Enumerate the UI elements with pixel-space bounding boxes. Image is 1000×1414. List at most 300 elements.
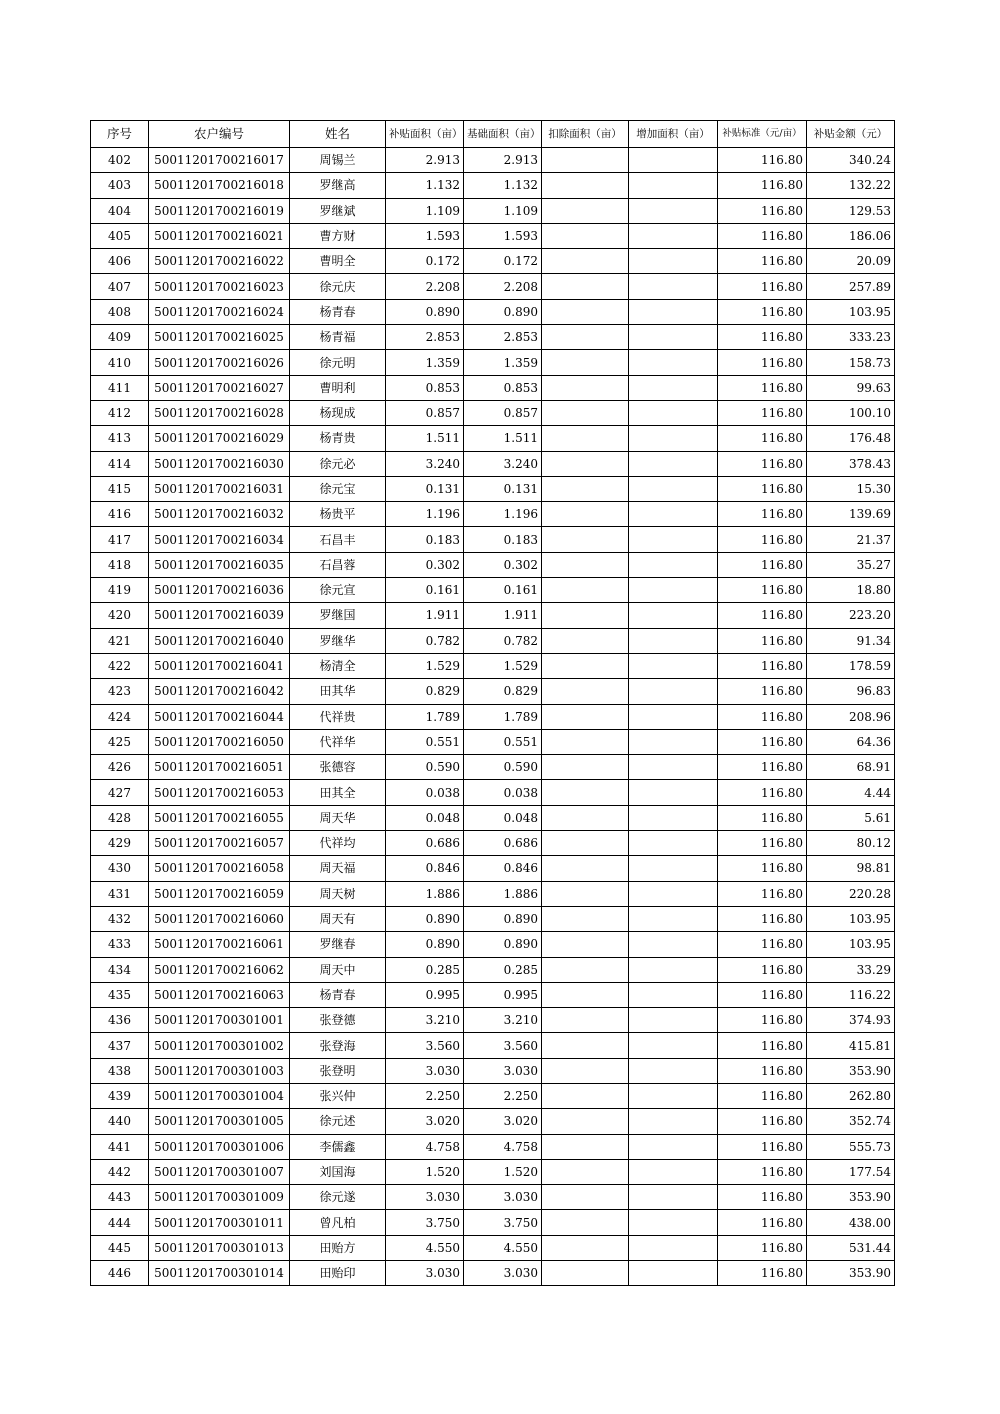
cell-subsidy-area: 0.782 — [386, 628, 464, 653]
cell-index: 426 — [91, 755, 149, 780]
cell-subsidy-area: 1.789 — [386, 704, 464, 729]
cell-deducted-area — [542, 679, 629, 704]
cell-base-area: 0.846 — [464, 856, 542, 881]
header-subsidy-area: 补贴面积（亩） — [386, 121, 464, 148]
cell-name: 周天树 — [290, 881, 386, 906]
cell-added-area — [629, 400, 718, 425]
cell-subsidy-amount: 103.95 — [807, 906, 895, 931]
table-row — [91, 148, 895, 173]
cell-household-id: 50011201700216041 — [149, 653, 290, 678]
cell-added-area — [629, 198, 718, 223]
cell-base-area: 3.030 — [464, 1261, 542, 1286]
cell-subsidy-amount: 220.28 — [807, 881, 895, 906]
cell-base-area: 3.210 — [464, 1008, 542, 1033]
cell-subsidy-rate: 116.80 — [718, 198, 807, 223]
cell-name: 田其全 — [290, 780, 386, 805]
cell-name: 张登海 — [290, 1033, 386, 1058]
cell-subsidy-amount: 35.27 — [807, 552, 895, 577]
cell-base-area: 1.132 — [464, 173, 542, 198]
cell-household-id: 50011201700216029 — [149, 426, 290, 451]
cell-added-area — [629, 1210, 718, 1235]
cell-added-area — [629, 426, 718, 451]
cell-index: 404 — [91, 198, 149, 223]
cell-added-area — [629, 325, 718, 350]
cell-added-area — [629, 831, 718, 856]
cell-household-id: 50011201700216058 — [149, 856, 290, 881]
cell-deducted-area — [542, 173, 629, 198]
cell-household-id: 50011201700301005 — [149, 1109, 290, 1134]
cell-subsidy-rate: 116.80 — [718, 1210, 807, 1235]
cell-household-id: 50011201700216053 — [149, 780, 290, 805]
table-row — [91, 426, 895, 451]
cell-index: 434 — [91, 957, 149, 982]
cell-base-area: 1.911 — [464, 603, 542, 628]
cell-added-area — [629, 729, 718, 754]
cell-added-area — [629, 1109, 718, 1134]
cell-base-area: 0.285 — [464, 957, 542, 982]
cell-subsidy-amount: 99.63 — [807, 375, 895, 400]
cell-subsidy-rate: 116.80 — [718, 982, 807, 1007]
cell-base-area: 2.913 — [464, 148, 542, 173]
cell-household-id: 50011201700216050 — [149, 729, 290, 754]
cell-index: 437 — [91, 1033, 149, 1058]
table-row — [91, 729, 895, 754]
cell-subsidy-rate: 116.80 — [718, 906, 807, 931]
table-row — [91, 982, 895, 1007]
table-row — [91, 603, 895, 628]
cell-name: 徐元遂 — [290, 1185, 386, 1210]
cell-subsidy-area: 1.109 — [386, 198, 464, 223]
cell-subsidy-rate: 116.80 — [718, 451, 807, 476]
cell-deducted-area — [542, 1159, 629, 1184]
cell-household-id: 50011201700216063 — [149, 982, 290, 1007]
cell-household-id: 50011201700216027 — [149, 375, 290, 400]
cell-base-area: 0.302 — [464, 552, 542, 577]
cell-household-id: 50011201700301007 — [149, 1159, 290, 1184]
cell-subsidy-area: 1.196 — [386, 502, 464, 527]
cell-deducted-area — [542, 1058, 629, 1083]
cell-deducted-area — [542, 1261, 629, 1286]
cell-household-id: 50011201700216021 — [149, 223, 290, 248]
cell-index: 403 — [91, 173, 149, 198]
cell-subsidy-area: 1.886 — [386, 881, 464, 906]
cell-added-area — [629, 679, 718, 704]
cell-subsidy-area: 0.285 — [386, 957, 464, 982]
cell-added-area — [629, 805, 718, 830]
cell-base-area: 3.750 — [464, 1210, 542, 1235]
cell-index: 431 — [91, 881, 149, 906]
cell-subsidy-amount: 96.83 — [807, 679, 895, 704]
cell-subsidy-area: 0.995 — [386, 982, 464, 1007]
cell-base-area: 3.030 — [464, 1058, 542, 1083]
cell-added-area — [629, 223, 718, 248]
cell-subsidy-area: 0.551 — [386, 729, 464, 754]
cell-household-id: 50011201700216051 — [149, 755, 290, 780]
cell-household-id: 50011201700216060 — [149, 906, 290, 931]
cell-added-area — [629, 350, 718, 375]
cell-subsidy-rate: 116.80 — [718, 552, 807, 577]
cell-name: 杨青福 — [290, 325, 386, 350]
cell-index: 416 — [91, 502, 149, 527]
cell-index: 446 — [91, 1261, 149, 1286]
cell-base-area: 2.250 — [464, 1083, 542, 1108]
cell-added-area — [629, 856, 718, 881]
cell-index: 419 — [91, 578, 149, 603]
cell-subsidy-rate: 116.80 — [718, 1109, 807, 1134]
cell-deducted-area — [542, 805, 629, 830]
cell-subsidy-area: 4.550 — [386, 1235, 464, 1260]
cell-index: 440 — [91, 1109, 149, 1134]
cell-subsidy-rate: 116.80 — [718, 628, 807, 653]
cell-subsidy-rate: 116.80 — [718, 527, 807, 552]
cell-deducted-area — [542, 704, 629, 729]
cell-base-area: 0.551 — [464, 729, 542, 754]
cell-deducted-area — [542, 1008, 629, 1033]
cell-subsidy-area: 3.560 — [386, 1033, 464, 1058]
cell-name: 刘国海 — [290, 1159, 386, 1184]
cell-added-area — [629, 476, 718, 501]
cell-base-area: 1.886 — [464, 881, 542, 906]
cell-household-id: 50011201700216025 — [149, 325, 290, 350]
cell-index: 436 — [91, 1008, 149, 1033]
cell-subsidy-rate: 116.80 — [718, 502, 807, 527]
cell-subsidy-amount: 378.43 — [807, 451, 895, 476]
cell-index: 435 — [91, 982, 149, 1007]
cell-added-area — [629, 1134, 718, 1159]
cell-subsidy-area: 0.131 — [386, 476, 464, 501]
header-index: 序号 — [91, 121, 149, 148]
table-row — [91, 1159, 895, 1184]
cell-household-id: 50011201700216042 — [149, 679, 290, 704]
cell-index: 443 — [91, 1185, 149, 1210]
cell-household-id: 50011201700216028 — [149, 400, 290, 425]
cell-subsidy-amount: 208.96 — [807, 704, 895, 729]
cell-subsidy-rate: 116.80 — [718, 856, 807, 881]
cell-subsidy-area: 3.210 — [386, 1008, 464, 1033]
cell-subsidy-amount: 531.44 — [807, 1235, 895, 1260]
table-row — [91, 476, 895, 501]
cell-added-area — [629, 881, 718, 906]
cell-name: 罗继斌 — [290, 198, 386, 223]
cell-added-area — [629, 755, 718, 780]
table-row — [91, 932, 895, 957]
cell-index: 445 — [91, 1235, 149, 1260]
cell-base-area: 1.529 — [464, 653, 542, 678]
cell-base-area: 1.593 — [464, 223, 542, 248]
cell-name: 徐元宣 — [290, 578, 386, 603]
cell-subsidy-area: 2.913 — [386, 148, 464, 173]
cell-deducted-area — [542, 400, 629, 425]
cell-name: 田其华 — [290, 679, 386, 704]
table-row — [91, 1210, 895, 1235]
cell-name: 徐元宝 — [290, 476, 386, 501]
cell-household-id: 50011201700301011 — [149, 1210, 290, 1235]
cell-added-area — [629, 502, 718, 527]
cell-deducted-area — [542, 982, 629, 1007]
cell-subsidy-amount: 415.81 — [807, 1033, 895, 1058]
cell-subsidy-area: 3.030 — [386, 1261, 464, 1286]
header-row — [91, 121, 895, 148]
cell-subsidy-rate: 116.80 — [718, 1058, 807, 1083]
cell-added-area — [629, 578, 718, 603]
cell-subsidy-amount: 158.73 — [807, 350, 895, 375]
cell-subsidy-amount: 5.61 — [807, 805, 895, 830]
cell-name: 徐元述 — [290, 1109, 386, 1134]
cell-base-area: 1.520 — [464, 1159, 542, 1184]
cell-household-id: 50011201700216044 — [149, 704, 290, 729]
cell-base-area: 0.048 — [464, 805, 542, 830]
cell-subsidy-rate: 116.80 — [718, 653, 807, 678]
cell-deducted-area — [542, 552, 629, 577]
cell-subsidy-amount: 21.37 — [807, 527, 895, 552]
table-row — [91, 451, 895, 476]
cell-index: 417 — [91, 527, 149, 552]
cell-base-area: 0.890 — [464, 932, 542, 957]
cell-household-id: 50011201700301003 — [149, 1058, 290, 1083]
cell-subsidy-amount: 132.22 — [807, 173, 895, 198]
cell-subsidy-rate: 116.80 — [718, 603, 807, 628]
cell-subsidy-area: 0.857 — [386, 400, 464, 425]
table-row — [91, 856, 895, 881]
cell-subsidy-area: 3.750 — [386, 1210, 464, 1235]
cell-subsidy-amount: 257.89 — [807, 274, 895, 299]
cell-added-area — [629, 274, 718, 299]
cell-added-area — [629, 628, 718, 653]
cell-deducted-area — [542, 350, 629, 375]
cell-subsidy-area: 2.853 — [386, 325, 464, 350]
cell-household-id: 50011201700216062 — [149, 957, 290, 982]
cell-household-id: 50011201700216039 — [149, 603, 290, 628]
cell-base-area: 4.550 — [464, 1235, 542, 1260]
cell-subsidy-amount: 353.90 — [807, 1185, 895, 1210]
table-row — [91, 653, 895, 678]
cell-index: 420 — [91, 603, 149, 628]
cell-subsidy-amount: 333.23 — [807, 325, 895, 350]
cell-deducted-area — [542, 198, 629, 223]
cell-subsidy-area: 0.846 — [386, 856, 464, 881]
cell-base-area: 0.686 — [464, 831, 542, 856]
cell-index: 442 — [91, 1159, 149, 1184]
cell-index: 409 — [91, 325, 149, 350]
cell-added-area — [629, 603, 718, 628]
cell-deducted-area — [542, 957, 629, 982]
cell-name: 曾凡柏 — [290, 1210, 386, 1235]
cell-subsidy-rate: 116.80 — [718, 1134, 807, 1159]
cell-subsidy-area: 0.161 — [386, 578, 464, 603]
cell-subsidy-amount: 68.91 — [807, 755, 895, 780]
cell-household-id: 50011201700216059 — [149, 881, 290, 906]
cell-base-area: 0.590 — [464, 755, 542, 780]
cell-subsidy-rate: 116.80 — [718, 1235, 807, 1260]
cell-name: 曹明全 — [290, 249, 386, 274]
cell-added-area — [629, 653, 718, 678]
cell-base-area: 2.853 — [464, 325, 542, 350]
table-row — [91, 906, 895, 931]
cell-deducted-area — [542, 831, 629, 856]
cell-household-id: 50011201700301013 — [149, 1235, 290, 1260]
cell-subsidy-area: 0.048 — [386, 805, 464, 830]
cell-subsidy-area: 0.302 — [386, 552, 464, 577]
cell-index: 432 — [91, 906, 149, 931]
cell-index: 427 — [91, 780, 149, 805]
cell-base-area: 0.857 — [464, 400, 542, 425]
cell-base-area: 3.560 — [464, 1033, 542, 1058]
cell-subsidy-amount: 223.20 — [807, 603, 895, 628]
cell-deducted-area — [542, 932, 629, 957]
cell-name: 张德容 — [290, 755, 386, 780]
cell-index: 429 — [91, 831, 149, 856]
cell-household-id: 50011201700216030 — [149, 451, 290, 476]
cell-subsidy-rate: 116.80 — [718, 679, 807, 704]
table-row — [91, 780, 895, 805]
header-subsidy-amount: 补贴金额（元） — [807, 121, 895, 148]
cell-subsidy-rate: 116.80 — [718, 1185, 807, 1210]
cell-subsidy-rate: 116.80 — [718, 1033, 807, 1058]
cell-index: 410 — [91, 350, 149, 375]
cell-subsidy-rate: 116.80 — [718, 729, 807, 754]
cell-household-id: 50011201700216036 — [149, 578, 290, 603]
cell-name: 罗继春 — [290, 932, 386, 957]
cell-index: 406 — [91, 249, 149, 274]
cell-subsidy-rate: 116.80 — [718, 881, 807, 906]
cell-deducted-area — [542, 856, 629, 881]
cell-subsidy-rate: 116.80 — [718, 831, 807, 856]
cell-index: 411 — [91, 375, 149, 400]
table-row — [91, 628, 895, 653]
cell-subsidy-area: 0.853 — [386, 375, 464, 400]
cell-name: 杨青春 — [290, 982, 386, 1007]
cell-index: 430 — [91, 856, 149, 881]
cell-household-id: 50011201700216019 — [149, 198, 290, 223]
header-added-area: 增加面积（亩） — [629, 121, 718, 148]
cell-deducted-area — [542, 527, 629, 552]
cell-base-area: 1.789 — [464, 704, 542, 729]
cell-subsidy-rate: 116.80 — [718, 299, 807, 324]
cell-added-area — [629, 1261, 718, 1286]
cell-subsidy-area: 0.183 — [386, 527, 464, 552]
cell-name: 李儒鑫 — [290, 1134, 386, 1159]
cell-index: 415 — [91, 476, 149, 501]
cell-name: 代祥华 — [290, 729, 386, 754]
cell-deducted-area — [542, 755, 629, 780]
cell-household-id: 50011201700301004 — [149, 1083, 290, 1108]
cell-subsidy-area: 0.686 — [386, 831, 464, 856]
cell-base-area: 0.038 — [464, 780, 542, 805]
cell-household-id: 50011201700301006 — [149, 1134, 290, 1159]
cell-name: 周天华 — [290, 805, 386, 830]
cell-added-area — [629, 527, 718, 552]
cell-subsidy-area: 0.890 — [386, 299, 464, 324]
cell-deducted-area — [542, 274, 629, 299]
cell-subsidy-area: 1.520 — [386, 1159, 464, 1184]
cell-base-area: 0.890 — [464, 299, 542, 324]
table-row — [91, 173, 895, 198]
cell-added-area — [629, 249, 718, 274]
table-row — [91, 1235, 895, 1260]
cell-base-area: 0.853 — [464, 375, 542, 400]
header-subsidy-rate: 补贴标准（元/亩） — [718, 121, 807, 148]
cell-subsidy-amount: 176.48 — [807, 426, 895, 451]
cell-index: 444 — [91, 1210, 149, 1235]
cell-added-area — [629, 780, 718, 805]
cell-subsidy-amount: 340.24 — [807, 148, 895, 173]
cell-subsidy-area: 1.593 — [386, 223, 464, 248]
cell-name: 张登德 — [290, 1008, 386, 1033]
table-row — [91, 350, 895, 375]
cell-subsidy-amount: 103.95 — [807, 932, 895, 957]
cell-index: 412 — [91, 400, 149, 425]
cell-deducted-area — [542, 906, 629, 931]
header-base-area: 基础面积（亩） — [464, 121, 542, 148]
table-row — [91, 502, 895, 527]
cell-household-id: 50011201700216055 — [149, 805, 290, 830]
cell-subsidy-area: 0.829 — [386, 679, 464, 704]
cell-name: 徐元明 — [290, 350, 386, 375]
cell-base-area: 0.829 — [464, 679, 542, 704]
cell-subsidy-rate: 116.80 — [718, 476, 807, 501]
cell-subsidy-amount: 100.10 — [807, 400, 895, 425]
cell-added-area — [629, 957, 718, 982]
cell-name: 田贻印 — [290, 1261, 386, 1286]
cell-subsidy-amount: 15.30 — [807, 476, 895, 501]
cell-subsidy-rate: 116.80 — [718, 249, 807, 274]
cell-base-area: 0.172 — [464, 249, 542, 274]
cell-index: 424 — [91, 704, 149, 729]
cell-name: 周天福 — [290, 856, 386, 881]
table-row — [91, 831, 895, 856]
cell-deducted-area — [542, 653, 629, 678]
cell-subsidy-amount: 20.09 — [807, 249, 895, 274]
cell-index: 414 — [91, 451, 149, 476]
cell-name: 杨青春 — [290, 299, 386, 324]
table-row — [91, 679, 895, 704]
cell-base-area: 1.359 — [464, 350, 542, 375]
cell-index: 422 — [91, 653, 149, 678]
table-row — [91, 223, 895, 248]
cell-added-area — [629, 1159, 718, 1184]
cell-deducted-area — [542, 628, 629, 653]
cell-subsidy-amount: 374.93 — [807, 1008, 895, 1033]
cell-deducted-area — [542, 502, 629, 527]
cell-base-area: 3.240 — [464, 451, 542, 476]
cell-name: 张兴仲 — [290, 1083, 386, 1108]
cell-deducted-area — [542, 1033, 629, 1058]
cell-index: 407 — [91, 274, 149, 299]
cell-deducted-area — [542, 148, 629, 173]
cell-subsidy-amount: 262.80 — [807, 1083, 895, 1108]
cell-household-id: 50011201700216034 — [149, 527, 290, 552]
cell-subsidy-amount: 129.53 — [807, 198, 895, 223]
cell-subsidy-area: 4.758 — [386, 1134, 464, 1159]
cell-added-area — [629, 1185, 718, 1210]
cell-subsidy-area: 1.911 — [386, 603, 464, 628]
cell-base-area: 0.995 — [464, 982, 542, 1007]
cell-subsidy-area: 0.172 — [386, 249, 464, 274]
cell-name: 代祥贵 — [290, 704, 386, 729]
cell-deducted-area — [542, 1210, 629, 1235]
cell-household-id: 50011201700301009 — [149, 1185, 290, 1210]
cell-household-id: 50011201700216040 — [149, 628, 290, 653]
cell-name: 杨青贵 — [290, 426, 386, 451]
table-row — [91, 704, 895, 729]
cell-deducted-area — [542, 603, 629, 628]
cell-household-id: 50011201700216023 — [149, 274, 290, 299]
cell-added-area — [629, 906, 718, 931]
cell-subsidy-amount: 178.59 — [807, 653, 895, 678]
cell-household-id: 50011201700301001 — [149, 1008, 290, 1033]
table-row — [91, 1083, 895, 1108]
cell-base-area: 0.890 — [464, 906, 542, 931]
